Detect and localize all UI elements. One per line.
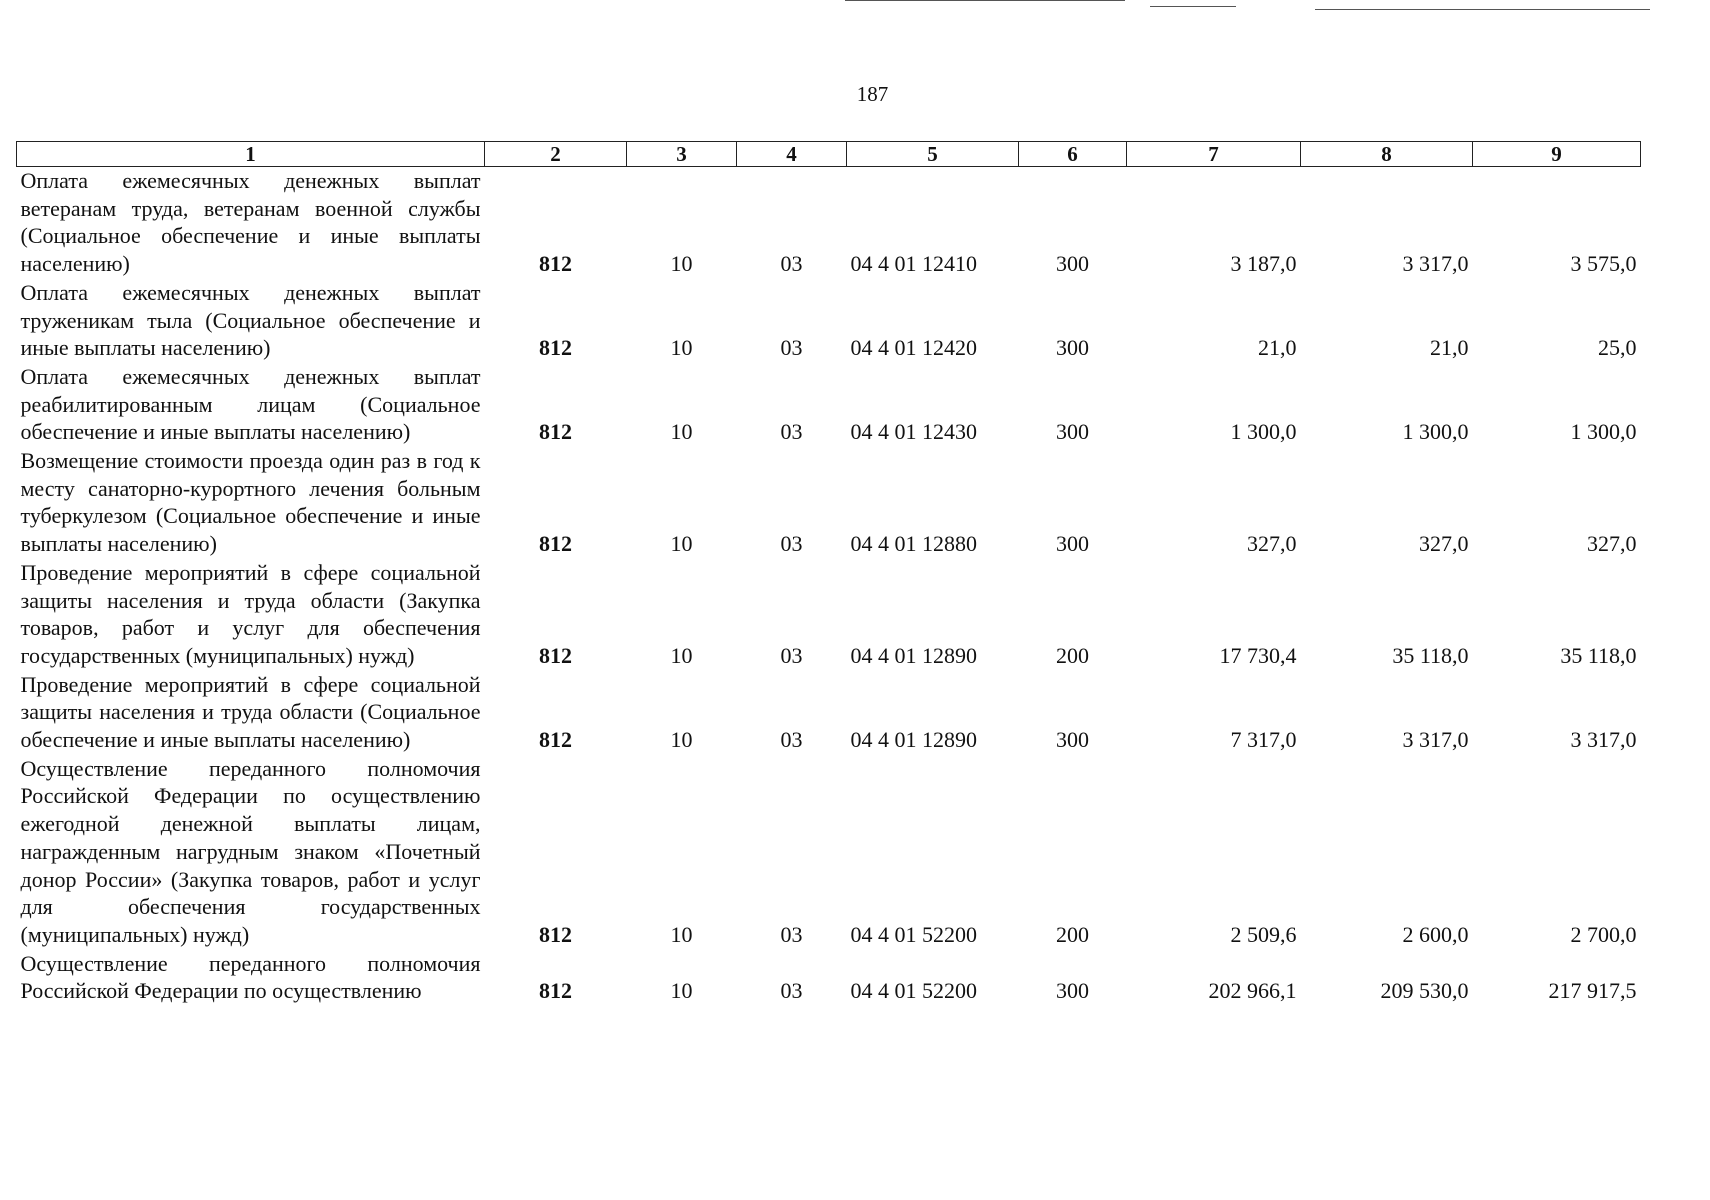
target-article-code: 04 4 01 12890 [850,642,977,668]
amount-col9: 2 700,0 [1570,921,1637,947]
amount-col9: 3 575,0 [1570,251,1637,277]
page-number: 187 [856,82,889,106]
column-header: 4 [737,142,847,167]
expense-type-code: 300 [1056,531,1089,557]
subsection-code: 03 [780,251,803,277]
budget-table [16,141,1641,1006]
admin-code: 812 [539,727,572,753]
section-code: 10 [670,419,693,445]
amount-col8: 209 530,0 [1380,978,1469,1004]
section-code: 10 [670,642,693,668]
expense-name: Осуществление переданного полномочия Российской Федерации по осуществлению [20,950,481,1004]
amount-col8: 2 600,0 [1402,921,1469,947]
column-header: 8 [1301,142,1473,167]
scan-artifact-line [1315,9,1650,10]
table-row [17,671,1641,755]
subsection-code: 03 [780,419,803,445]
amount-col7: 202 966,1 [1208,978,1297,1004]
amount-col7: 17 730,4 [1219,642,1297,668]
expense-type-code: 300 [1056,978,1089,1004]
subsection-code: 03 [780,921,803,947]
table-row [17,950,1641,1006]
scan-artifact-line [1150,6,1236,7]
target-article-code: 04 4 01 52200 [850,978,977,1004]
amount-col9: 35 118,0 [1560,642,1637,668]
column-header: 6 [1019,142,1127,167]
amount-col8: 327,0 [1419,531,1469,557]
target-article-code: 04 4 01 52200 [850,921,977,947]
amount-col7: 1 300,0 [1230,419,1297,445]
amount-col7: 327,0 [1247,531,1297,557]
amount-col7: 3 187,0 [1230,251,1297,277]
target-article-code: 04 4 01 12430 [850,419,977,445]
header-row [17,142,1641,167]
subsection-code: 03 [780,531,803,557]
expense-name: Возмещение стоимости проезда один раз в год к месту санаторно-курортного лечения больным туберкулезом (Социальное обеспечение и иные выплаты населению) [20,448,481,557]
amount-col8: 3 317,0 [1402,251,1469,277]
expense-type-code: 300 [1056,335,1089,361]
admin-code: 812 [539,642,572,668]
admin-code: 812 [539,335,572,361]
column-header: 7 [1127,142,1301,167]
expense-name: Оплата ежемесячных денежных выплат реабилитированным лицам (Социальное обеспечение и иные выплаты населению) [20,363,481,445]
column-header: 1 [17,142,485,167]
admin-code: 812 [539,419,572,445]
amount-col8: 21,0 [1430,335,1469,361]
scan-artifact-line [845,0,1125,1]
section-code: 10 [670,727,693,753]
expense-name: Проведение мероприятий в сфере социальной защиты населения и труда области (Социальное обеспечение и иные выплаты населению) [20,671,481,753]
expense-type-code: 300 [1056,727,1089,753]
section-code: 10 [670,921,693,947]
amount-col9: 217 917,5 [1548,978,1637,1004]
section-code: 10 [670,251,693,277]
amount-col7: 7 317,0 [1230,727,1297,753]
section-code: 10 [670,531,693,557]
amount-col8: 35 118,0 [1392,642,1469,668]
expense-name: Осуществление переданного полномочия Российской Федерации по осуществлению ежегодной денежной выплаты лицам, награжденным нагрудным знаком «Почетный донор России» (Закупка товаров, работ и услуг для обеспечения государственных (муниципальных) нужд) [20,755,481,947]
expense-name: Оплата ежемесячных денежных выплат труженикам тыла (Социальное обеспечение и иные выплаты населению) [20,279,481,361]
table-row [17,559,1641,671]
table-row [17,447,1641,559]
amount-col7: 21,0 [1258,335,1297,361]
section-code: 10 [670,978,693,1004]
subsection-code: 03 [780,978,803,1004]
admin-code: 812 [539,531,572,557]
table-row [17,755,1641,950]
subsection-code: 03 [780,642,803,668]
amount-col9: 25,0 [1598,335,1637,361]
column-header: 3 [627,142,737,167]
expense-name: Проведение мероприятий в сфере социальной защиты населения и труда области (Закупка товаров, работ и услуг для обеспечения государственных (муниципальных) нужд) [20,559,481,668]
amount-col9: 3 317,0 [1570,727,1637,753]
section-code: 10 [670,335,693,361]
target-article-code: 04 4 01 12410 [850,251,977,277]
amount-col9: 327,0 [1587,531,1637,557]
admin-code: 812 [539,921,572,947]
subsection-code: 03 [780,727,803,753]
admin-code: 812 [539,251,572,277]
amount-col9: 1 300,0 [1570,419,1637,445]
expense-type-code: 300 [1056,419,1089,445]
admin-code: 812 [539,978,572,1004]
amount-col8: 1 300,0 [1402,419,1469,445]
column-header: 2 [485,142,627,167]
table-row [17,279,1641,363]
expense-type-code: 300 [1056,251,1089,277]
column-header: 5 [847,142,1019,167]
amount-col8: 3 317,0 [1402,727,1469,753]
target-article-code: 04 4 01 12890 [850,727,977,753]
expense-type-code: 200 [1056,642,1089,668]
table-row [17,167,1641,279]
column-header: 9 [1473,142,1641,167]
target-article-code: 04 4 01 12420 [850,335,977,361]
amount-col7: 2 509,6 [1230,921,1297,947]
expense-type-code: 200 [1056,921,1089,947]
subsection-code: 03 [780,335,803,361]
target-article-code: 04 4 01 12880 [850,531,977,557]
table-row [17,363,1641,447]
expense-name: Оплата ежемесячных денежных выплат ветеранам труда, ветеранам военной службы (Социальное обеспечение и иные выплаты населению) [20,168,481,277]
